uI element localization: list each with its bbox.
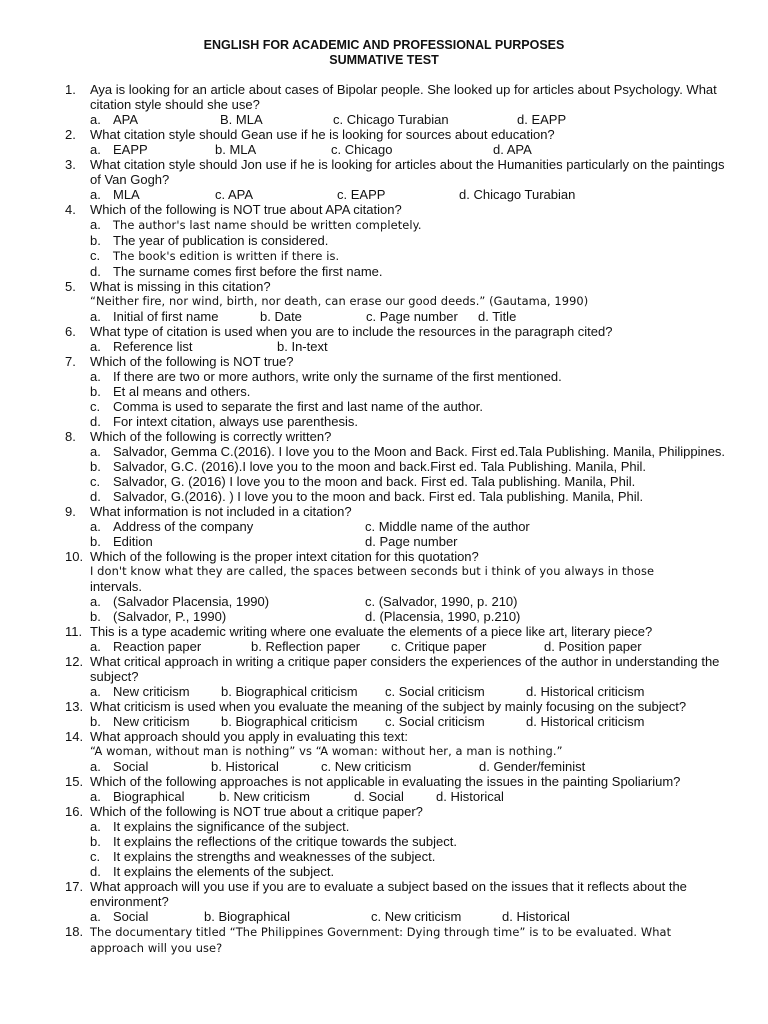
question-text [0, 624, 768, 639]
answer-option [0, 489, 768, 504]
question-item [0, 699, 768, 729]
option-letter: a. [90, 684, 101, 699]
answer-option: d. Historical criticism [526, 714, 645, 729]
answer-option: d. EAPP [517, 112, 567, 127]
option-letter: a. [90, 142, 101, 157]
question-text [0, 879, 768, 909]
option-text: Salvador, G.(2016). ) I love you to the moon and back. First ed. Tala publishing. Manila, Phil. [113, 489, 644, 504]
answer-option: B. MLA [220, 112, 263, 127]
answer-option [0, 459, 768, 474]
option-text: The surname comes first before the first name. [113, 264, 383, 279]
question-item [0, 549, 768, 624]
question-body: Which of the following is correctly written? [90, 429, 332, 444]
question-text [0, 729, 768, 744]
answer-option: Reaction paper [113, 639, 202, 654]
option-text: It explains the elements of the subject. [113, 864, 335, 879]
question-number: 16. [65, 804, 84, 819]
quoted-text: “Neither fire, nor wind, birth, nor death, can erase our good deeds.” (Gautama, 1990) [90, 294, 589, 308]
quoted-text: “A woman, without man is nothing” vs “A woman: without her, a man is nothing.” [90, 744, 563, 758]
answer-option: c. Chicago [331, 142, 393, 157]
answer-option: c. Middle name of the author [365, 519, 530, 534]
answer-option: Initial of first name [113, 309, 219, 324]
option-text: The year of publication is considered. [113, 233, 329, 248]
answer-option: c. Critique paper [391, 639, 487, 654]
answer-option: b. Biographical criticism [221, 714, 358, 729]
answer-options [0, 339, 768, 354]
question-body: This is a type academic writing where one evaluate the elements of a piece like art, literary piece? [90, 624, 653, 639]
answer-options [0, 534, 768, 549]
question-number: 1. [65, 82, 76, 97]
question-body: What approach should you apply in evaluating this text: [90, 729, 408, 744]
question-body: Which of the following approaches is not applicable in evaluating the issues in the painting Spoliarium? [90, 774, 681, 789]
question-text [0, 699, 768, 714]
answer-option: c. (Salvador, 1990, p. 210) [365, 594, 518, 609]
question-body: What citation style should Gean use if he is looking for sources about education? [90, 127, 555, 142]
answer-option: b. Reflection paper [251, 639, 361, 654]
option-text: The book's edition is written if there is. [113, 249, 340, 263]
answer-option: b. Biographical [204, 909, 290, 924]
answer-option: c. APA [215, 187, 254, 202]
answer-options [0, 519, 768, 534]
answer-options [0, 142, 768, 157]
option-letter: a. [90, 819, 101, 834]
question-body: What approach will you use if you are to evaluate a subject based on the issues that it reflects about the environment? [90, 879, 687, 909]
question-number: 5. [65, 279, 76, 294]
question-text [0, 504, 768, 519]
question-number: 11. [65, 624, 83, 639]
answer-option [0, 264, 768, 279]
question-number: 6. [65, 324, 76, 339]
question-body: The documentary titled “The Philippines Government: Dying through time” is to be evaluated. What approach will you use? [90, 925, 672, 955]
question-number: 14. [65, 729, 84, 744]
option-letter: b. [90, 534, 101, 549]
question-item [0, 429, 768, 504]
answer-option [0, 384, 768, 399]
option-letter: a. [90, 309, 101, 324]
answer-option: c. New criticism [371, 909, 462, 924]
question-body: What type of citation is used when you are to include the resources in the paragraph cited? [90, 324, 613, 339]
answer-option: Address of the company [113, 519, 254, 534]
option-text: It explains the significance of the subject. [113, 819, 350, 834]
option-letter: a. [90, 444, 101, 459]
option-letter: b. [90, 609, 101, 624]
question-body: What information is not included in a citation? [90, 504, 352, 519]
answer-options [0, 187, 768, 202]
question-item [0, 504, 768, 549]
answer-option: EAPP [113, 142, 148, 157]
question-text [0, 324, 768, 339]
question-body: Aya is looking for an article about cases of Bipolar people. She looked up for articles about Psychology. What citation style should she use? [90, 82, 717, 112]
option-text: It explains the reflections of the critique towards the subject. [113, 834, 457, 849]
answer-option: b. MLA [215, 142, 257, 157]
option-letter: b. [90, 714, 101, 729]
option-text: For intext citation, always use parenthesis. [113, 414, 358, 429]
option-letter: d. [90, 489, 101, 504]
question-number: 9. [65, 504, 76, 519]
option-letter: b. [90, 834, 101, 849]
option-letter: a. [90, 187, 101, 202]
answer-option: Reference list [113, 339, 193, 354]
quoted-text-continued: intervals. [90, 579, 143, 594]
question-item [0, 774, 768, 804]
answer-option: d. Historical criticism [526, 684, 645, 699]
question-number: 7. [65, 354, 76, 369]
answer-option: d. Title [478, 309, 517, 324]
answer-option: b. Date [260, 309, 302, 324]
answer-option: c. Page number [366, 309, 458, 324]
option-letter: a. [90, 369, 101, 384]
answer-option: b. New criticism [219, 789, 311, 804]
answer-option: b. Historical [211, 759, 279, 774]
option-letter: d. [90, 414, 101, 429]
option-text: It explains the strengths and weaknesses of the subject. [113, 849, 436, 864]
answer-option [0, 233, 768, 248]
question-text [0, 127, 768, 142]
answer-option: c. Social criticism [385, 714, 485, 729]
option-letter: a. [90, 789, 101, 804]
document-title: ENGLISH FOR ACADEMIC AND PROFESSIONAL PURPOSES [203, 38, 565, 52]
question-text [0, 774, 768, 789]
question-number: 10. [65, 549, 84, 564]
answer-option: New criticism [113, 714, 190, 729]
question-item [0, 354, 768, 429]
question-body: What citation style should Jon use if he is looking for articles about the Humanities particularly on the paintings of Van Gogh? [90, 157, 725, 187]
question-text [0, 654, 768, 684]
question-item [0, 879, 768, 924]
answer-option: Edition [113, 534, 153, 549]
answer-option [0, 248, 768, 264]
question-text [0, 924, 768, 956]
question-number: 12. [65, 654, 84, 669]
answer-options [0, 609, 768, 624]
question-text [0, 202, 768, 217]
option-letter: a. [90, 112, 101, 127]
question-number: 13. [65, 699, 84, 714]
option-letter: c. [90, 849, 101, 864]
question-number: 15. [65, 774, 84, 789]
answer-option: b. In-text [277, 339, 328, 354]
answer-option: d. Chicago Turabian [459, 187, 576, 202]
option-letter: d. [90, 864, 101, 879]
option-letter: c. [90, 248, 101, 263]
answer-option: Biographical [113, 789, 185, 804]
question-list [0, 82, 768, 956]
answer-options [0, 594, 768, 609]
question-number: 8. [65, 429, 76, 444]
answer-option [0, 444, 768, 459]
answer-option: c. EAPP [337, 187, 386, 202]
document-subtitle: SUMMATIVE TEST [329, 53, 439, 67]
answer-option [0, 399, 768, 414]
question-text [0, 279, 768, 294]
question-item [0, 82, 768, 127]
question-item [0, 624, 768, 654]
question-text [0, 157, 768, 187]
question-number: 4. [65, 202, 76, 217]
question-item [0, 279, 768, 324]
option-text: Salvador, G. (2016) I love you to the moon and back. First ed. Tala publishing. Manila, Phil. [113, 474, 636, 489]
option-text: Salvador, G.C. (2016).I love you to the moon and back.First ed. Tala Publishing. Manila, Phil. [113, 459, 647, 474]
option-text: The author's last name should be written completely. [113, 218, 422, 232]
answer-option [0, 819, 768, 834]
option-letter: b. [90, 233, 101, 248]
answer-option [0, 369, 768, 384]
option-text: Et al means and others. [113, 384, 251, 399]
option-text: If there are two or more authors, write only the surname of the first mentioned. [113, 369, 562, 384]
question-body: What critical approach in writing a critique paper considers the experiences of the author in understanding the subject? [90, 654, 720, 684]
answer-option: d. Historical [502, 909, 570, 924]
answer-option: c. New criticism [321, 759, 412, 774]
option-letter: a. [90, 339, 101, 354]
answer-options [0, 759, 768, 774]
answer-option [0, 474, 768, 489]
option-text: Comma is used to separate the first and last name of the author. [113, 399, 483, 414]
option-text: Salvador, Gemma C.(2016). I love you to the Moon and Back. First ed.Tala Publishing. Manila, Philippines. [113, 444, 726, 459]
answer-options [0, 909, 768, 924]
question-item [0, 804, 768, 879]
answer-option: New criticism [113, 684, 190, 699]
question-text [0, 429, 768, 444]
option-letter: d. [90, 264, 101, 279]
question-text [0, 354, 768, 369]
answer-option: d. Page number [365, 534, 458, 549]
answer-option [0, 864, 768, 879]
question-body: Which of the following is NOT true? [90, 354, 294, 369]
question-body: What criticism is used when you evaluate the meaning of the subject by mainly focusing on the subject? [90, 699, 687, 714]
answer-option [0, 217, 768, 233]
answer-option: (Salvador, P., 1990) [113, 609, 227, 624]
question-text [0, 549, 768, 564]
option-letter: a. [90, 639, 101, 654]
answer-options [0, 714, 768, 729]
option-letter: c. [90, 399, 101, 414]
question-item [0, 202, 768, 279]
question-item [0, 924, 768, 956]
question-number: 3. [65, 157, 76, 172]
question-item [0, 157, 768, 202]
question-body: Which of the following is the proper intext citation for this quotation? [90, 549, 479, 564]
option-letter: b. [90, 459, 101, 474]
quoted-text: I don't know what they are called, the spaces between seconds but i think of you always in those [90, 564, 655, 578]
answer-option: (Salvador Placensia, 1990) [113, 594, 270, 609]
answer-option: d. Historical [436, 789, 504, 804]
answer-option: MLA [113, 187, 140, 202]
answer-option: d. Gender/feminist [479, 759, 586, 774]
answer-option: d. APA [493, 142, 532, 157]
option-letter: c. [90, 474, 101, 489]
option-letter: a. [90, 519, 101, 534]
answer-option: Social [113, 759, 149, 774]
answer-option: Social [113, 909, 149, 924]
answer-option: c. Social criticism [385, 684, 485, 699]
question-body: Which of the following is NOT true about APA citation? [90, 202, 402, 217]
answer-options [0, 789, 768, 804]
answer-option: d. (Placensia, 1990, p.210) [365, 609, 521, 624]
answer-option: d. Position paper [544, 639, 642, 654]
option-letter: b. [90, 384, 101, 399]
question-text [0, 82, 768, 112]
answer-option [0, 849, 768, 864]
answer-options [0, 309, 768, 324]
question-item [0, 324, 768, 354]
question-number: 18. [65, 924, 84, 939]
answer-option: APA [113, 112, 139, 127]
question-item [0, 127, 768, 157]
question-number: 17. [65, 879, 84, 894]
answer-option: b. Biographical criticism [221, 684, 358, 699]
question-item [0, 729, 768, 774]
answer-option [0, 834, 768, 849]
option-letter: a. [90, 909, 101, 924]
answer-options [0, 684, 768, 699]
question-number: 2. [65, 127, 76, 142]
option-letter: a. [90, 759, 101, 774]
answer-options [0, 112, 768, 127]
question-body: Which of the following is NOT true about a critique paper? [90, 804, 423, 819]
answer-option: c. Chicago Turabian [333, 112, 449, 127]
question-body: What is missing in this citation? [90, 279, 271, 294]
answer-option [0, 414, 768, 429]
option-letter: a. [90, 594, 101, 609]
question-item [0, 654, 768, 699]
question-text [0, 804, 768, 819]
answer-option: d. Social [354, 789, 404, 804]
option-letter: a. [90, 217, 101, 232]
answer-options [0, 639, 768, 654]
